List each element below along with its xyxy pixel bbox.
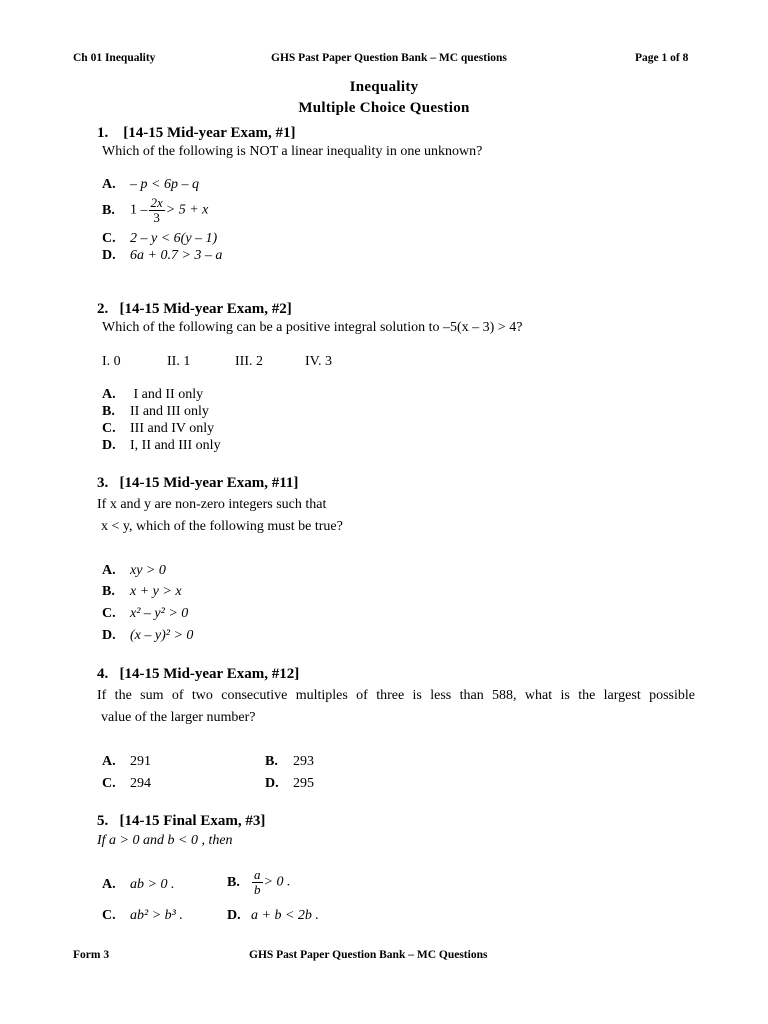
question-4-option-c: C. 294 (102, 776, 151, 791)
question-2-option-d: D. I, II and III only (102, 438, 221, 453)
question-3-text-line1: If x and y are non-zero integers such that (97, 497, 327, 512)
question-5-heading (97, 813, 265, 830)
header-chapter: Ch 01 Inequality (73, 52, 156, 64)
question-5-number: 5. (97, 813, 109, 829)
header-title: GHS Past Paper Question Bank – MC questions (271, 52, 507, 64)
page-title: Inequality (349, 79, 419, 95)
question-1-option-c: C. 2 – y < 6(y – 1) (102, 231, 218, 246)
roman-option-ii: II. 1 (167, 354, 191, 369)
fraction: $\frac{a}{b}$ (254, 867, 261, 897)
question-4-source: [14-15 Mid-year Exam, #12] (119, 666, 300, 682)
question-2-heading (97, 301, 292, 318)
question-2-text: Which of the following can be a positive integral solution to –5(x – 3) > 4? (102, 320, 523, 335)
question-4-option-b: B. 293 (265, 754, 314, 769)
page-subtitle: Multiple Choice Question (298, 100, 470, 116)
question-1-number: 1. (97, 125, 109, 141)
footer-title: GHS Past Paper Question Bank – MC Questions (249, 949, 488, 961)
question-1-option-b: B. 1 – $\frac{2x}{3}$ > 5 + x (102, 195, 209, 225)
question-1-option-a: A. – p < 6p – q (102, 177, 199, 192)
question-4-text-line2: value of the larger number? (101, 710, 256, 725)
question-3-option-a: A. xy > 0 (102, 563, 166, 578)
question-5-option-b: B. $\frac{a}{b}$ > 0 . (227, 867, 291, 897)
question-5-option-c: C. ab² > b³ . (102, 908, 183, 923)
question-1-text: Which of the following is NOT a linear inequality in one unknown? (102, 144, 483, 159)
question-2-source: [14-15 Mid-year Exam, #2] (119, 301, 292, 317)
header-page-number: Page 1 of 8 (635, 52, 689, 64)
question-3-option-c: C. x² – y² > 0 (102, 606, 189, 621)
question-3-option-d: D. (x – y)² > 0 (102, 628, 194, 643)
footer-form: Form 3 (73, 949, 110, 961)
question-5-text: If a > 0 and b < 0 , then (97, 833, 233, 848)
question-2-option-a: A. I and II only (102, 387, 204, 402)
question-3-option-b: B. x + y > x (102, 584, 182, 599)
question-5-source: [14-15 Final Exam, #3] (119, 813, 266, 829)
question-2-option-c: C. III and IV only (102, 421, 215, 436)
question-2-option-b: B. II and III only (102, 404, 209, 419)
question-5-option-a: A. ab > 0 . (102, 877, 175, 892)
question-3-number: 3. (97, 475, 109, 491)
question-4-option-d: D. 295 (265, 776, 314, 791)
question-1-source: [14-15 Mid-year Exam, #1] (123, 125, 296, 141)
fraction: $\frac{2x}{3}$ (150, 195, 163, 225)
question-1-option-d: D. 6a + 0.7 > 3 – a (102, 248, 223, 263)
question-3-heading (97, 475, 298, 492)
roman-option-iv: IV. 3 (305, 354, 332, 369)
question-4-text-line1: If the sum of two consecutive multiples of three is less than 588, what is the largest possible (97, 688, 695, 703)
question-4-number: 4. (97, 666, 109, 682)
question-1-heading (97, 125, 295, 142)
question-5-option-d: D. a + b < 2b . (227, 908, 319, 923)
question-4-heading (97, 666, 299, 683)
question-4-option-a: A. 291 (102, 754, 151, 769)
roman-option-i: I. 0 (102, 354, 121, 369)
question-2-number: 2. (97, 301, 109, 317)
roman-option-iii: III. 2 (235, 354, 263, 369)
question-3-text-line2: x < y, which of the following must be true? (101, 519, 343, 534)
question-3-source: [14-15 Mid-year Exam, #11] (119, 475, 299, 491)
